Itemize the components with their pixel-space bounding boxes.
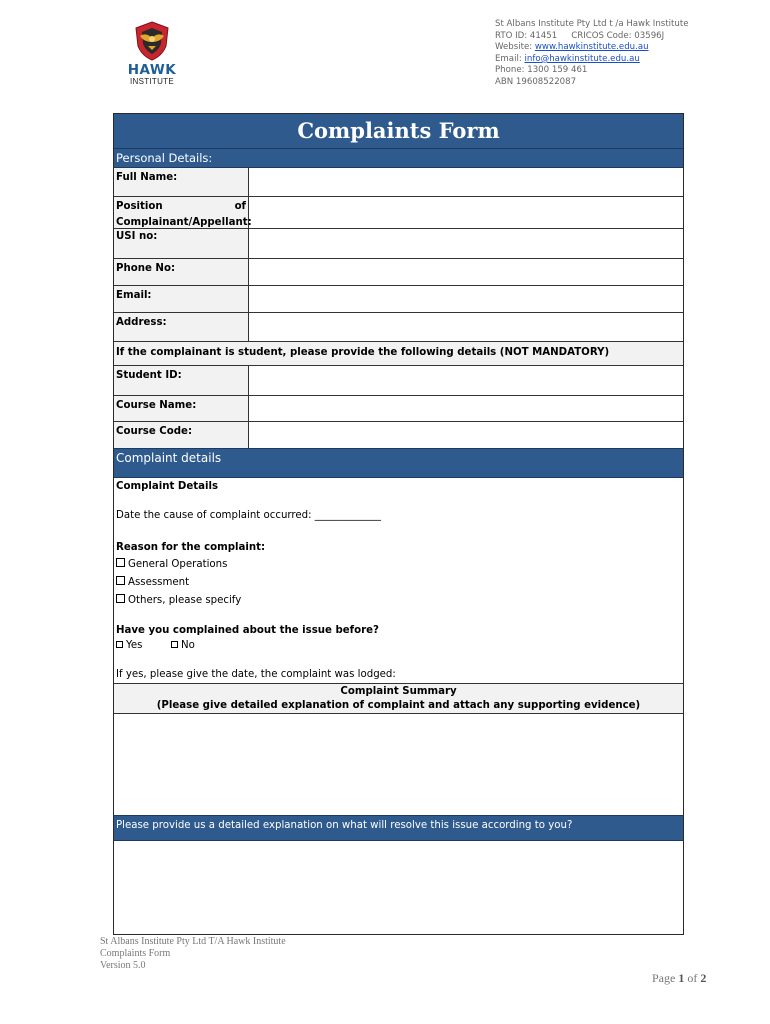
- complained-before-label: Have you complained about the issue before?: [116, 625, 379, 636]
- address-row: [114, 313, 683, 342]
- position-label-role: Complainant/Appellant:: [116, 217, 252, 228]
- total-pages: 2: [700, 971, 707, 985]
- footer-form-name: Complaints Form: [100, 948, 171, 959]
- student-note: If the complainant is student, please provide the following details (NOT MANDATORY): [114, 342, 683, 366]
- others-checkbox[interactable]: [116, 594, 125, 603]
- hawk-logo: [118, 20, 186, 92]
- yes-checkbox[interactable]: [116, 641, 123, 648]
- email-row: [114, 286, 683, 313]
- org-name: St Albans Institute Pty Ltd t /a Hawk Institute: [495, 19, 689, 29]
- complaint-summary-title: Complaint Summary: [340, 686, 457, 697]
- email-row-label: Email:: [114, 286, 249, 312]
- general-operations-checkbox[interactable]: [116, 558, 125, 567]
- complaint-summary-header: [114, 683, 683, 714]
- no-option[interactable]: No: [171, 640, 195, 651]
- usi-row: [114, 229, 683, 259]
- email-link[interactable]: info@hawkinstitute.edu.au: [524, 53, 640, 64]
- org-ids: [495, 31, 688, 43]
- email-field[interactable]: [250, 286, 683, 312]
- usi-label: USI no:: [114, 229, 249, 258]
- footer-version: Version 5.0: [100, 960, 146, 971]
- full-name-row: [114, 168, 683, 197]
- course-name-row: [114, 396, 683, 422]
- student-id-label: Student ID:: [114, 366, 249, 395]
- logo-brand-text: HAWK: [127, 62, 177, 78]
- assessment-checkbox[interactable]: [116, 576, 125, 585]
- resolution-question-bar: Please provide us a detailed explanation on what will resolve this issue according to you?: [114, 815, 683, 841]
- website-link[interactable]: www.hawkinstitute.edu.au: [534, 42, 649, 53]
- position-row: [114, 197, 683, 229]
- email-label: Email:: [495, 53, 522, 64]
- course-code-row: [114, 422, 683, 448]
- full-name-field[interactable]: [250, 168, 683, 196]
- yes-option[interactable]: Yes: [116, 640, 142, 651]
- document-footer: [100, 936, 286, 972]
- complaint-summary-field[interactable]: [114, 714, 683, 815]
- complaints-form: [113, 113, 684, 935]
- org-phone: Phone: 1300 159 461: [495, 65, 588, 76]
- student-id-field[interactable]: [250, 366, 683, 395]
- current-page: 1: [678, 971, 685, 985]
- reason-others[interactable]: Others, please specify: [116, 593, 241, 609]
- if-yes-date-line: If yes, please give the date, the complaint was lodged:: [116, 669, 396, 680]
- reason-general-operations[interactable]: General Operations: [116, 557, 227, 573]
- logo-sub-text: INSTITUTE: [129, 77, 175, 86]
- course-code-label: Course Code:: [114, 422, 249, 448]
- phone-field[interactable]: [250, 259, 683, 285]
- website-label: Website:: [495, 42, 533, 53]
- cricos-code: CRICOS Code: 03596J: [571, 30, 665, 41]
- complaint-details-label: Complaint Details: [116, 481, 219, 492]
- personal-details-heading: Personal Details:: [114, 148, 683, 168]
- complaint-date-line: Date the cause of complaint occurred: _____________: [116, 510, 382, 521]
- course-code-field[interactable]: [250, 422, 683, 448]
- usi-field[interactable]: [250, 229, 683, 258]
- full-name-label: Full Name:: [114, 168, 249, 196]
- position-label-word: Position: [116, 201, 163, 212]
- org-website-line: [495, 42, 688, 54]
- hawk-shield-icon: [132, 20, 172, 62]
- page-number: Page 1 of 2: [652, 971, 707, 985]
- reason-label: Reason for the complaint:: [116, 542, 266, 553]
- reason-assessment[interactable]: Assessment: [116, 575, 189, 591]
- phone-label: Phone No:: [114, 259, 249, 285]
- complained-before-options: [116, 638, 195, 654]
- form-title: Complaints Form: [114, 114, 683, 148]
- no-checkbox[interactable]: [171, 641, 178, 648]
- student-id-row: [114, 366, 683, 396]
- address-label: Address:: [114, 313, 249, 341]
- address-field[interactable]: [250, 313, 683, 341]
- phone-row: [114, 259, 683, 286]
- complaint-details-heading: Complaint details: [114, 448, 683, 478]
- complaint-details-section: [114, 478, 683, 684]
- position-label-of: of: [234, 201, 246, 212]
- complaint-summary-subtitle: (Please give detailed explanation of complaint and attach any supporting evidence): [156, 700, 641, 711]
- course-name-field[interactable]: [250, 396, 683, 421]
- resolution-field[interactable]: [114, 841, 683, 934]
- org-email-line: [495, 54, 688, 66]
- position-field[interactable]: [250, 197, 683, 228]
- rto-id: RTO ID: 41451: [495, 30, 558, 41]
- footer-organisation: St Albans Institute Pty Ltd T/A Hawk Institute: [100, 936, 286, 947]
- course-name-label: Course Name:: [114, 396, 249, 421]
- org-abn: ABN 19608522087: [495, 76, 577, 87]
- organisation-info: [495, 19, 688, 89]
- position-label: [114, 197, 252, 228]
